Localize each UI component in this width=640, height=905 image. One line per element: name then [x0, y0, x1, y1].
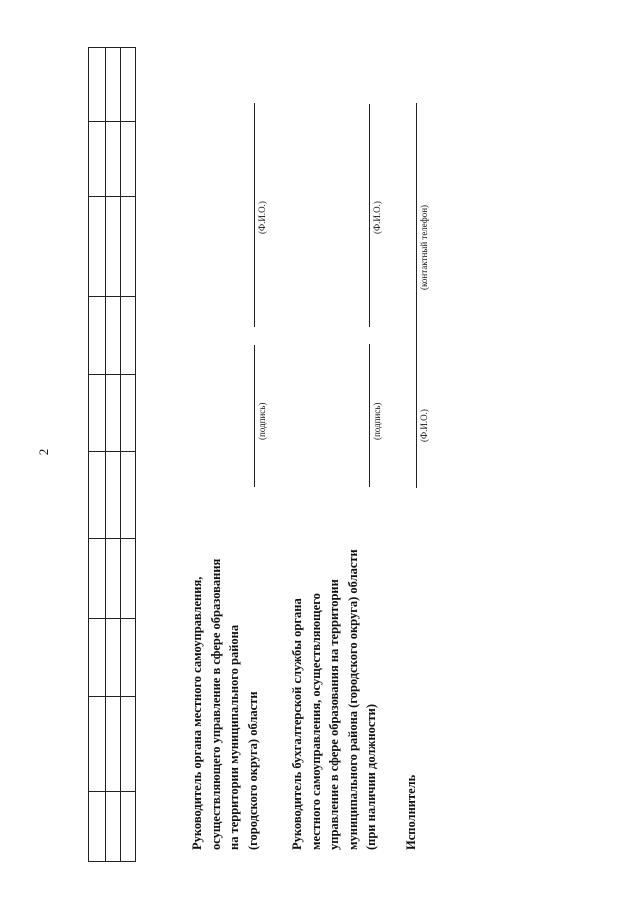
head-name-line [254, 103, 255, 327]
accountant-signature-caption: (подпись) [372, 402, 382, 440]
executor-phone-caption: (контактный телефон) [419, 204, 429, 290]
page-number: 2 [36, 448, 51, 456]
head-name-caption: (Ф.И.О.) [257, 201, 267, 234]
table-column-divider [105, 48, 106, 861]
table-row-divider [89, 121, 135, 122]
executor-line [416, 103, 417, 488]
table-row-divider [89, 374, 135, 375]
table-row-divider [89, 196, 135, 197]
executor-name-caption: (Ф.И.О.) [419, 409, 429, 442]
table-column-divider [120, 48, 121, 861]
table-row-divider [89, 451, 135, 452]
executor-title: Исполнитель [404, 774, 418, 850]
table-row-divider [89, 696, 135, 697]
head-signature-title: Руководитель органа местного самоуправления, осуществляющего управление в сфере образования на территории муниципального района (городского округа) области [190, 558, 260, 850]
head-signature-line [254, 345, 255, 487]
accountant-name-caption: (Ф.И.О.) [372, 201, 382, 234]
table-row-divider [89, 538, 135, 539]
accountant-signature-title: Руководитель бухгалтерской службы органа местного самоуправления, осуществляющего управление в сфере образования на территории муниципального района (городского округа) области (при наличии должности) [290, 549, 378, 850]
accountant-signature-line [369, 344, 370, 487]
table-row-divider [89, 791, 135, 792]
head-signature-caption: (подпись) [257, 402, 267, 440]
table-row-divider [89, 296, 135, 297]
table-row-divider [89, 618, 135, 619]
table-grid [88, 47, 136, 862]
accountant-name-line [369, 104, 370, 327]
